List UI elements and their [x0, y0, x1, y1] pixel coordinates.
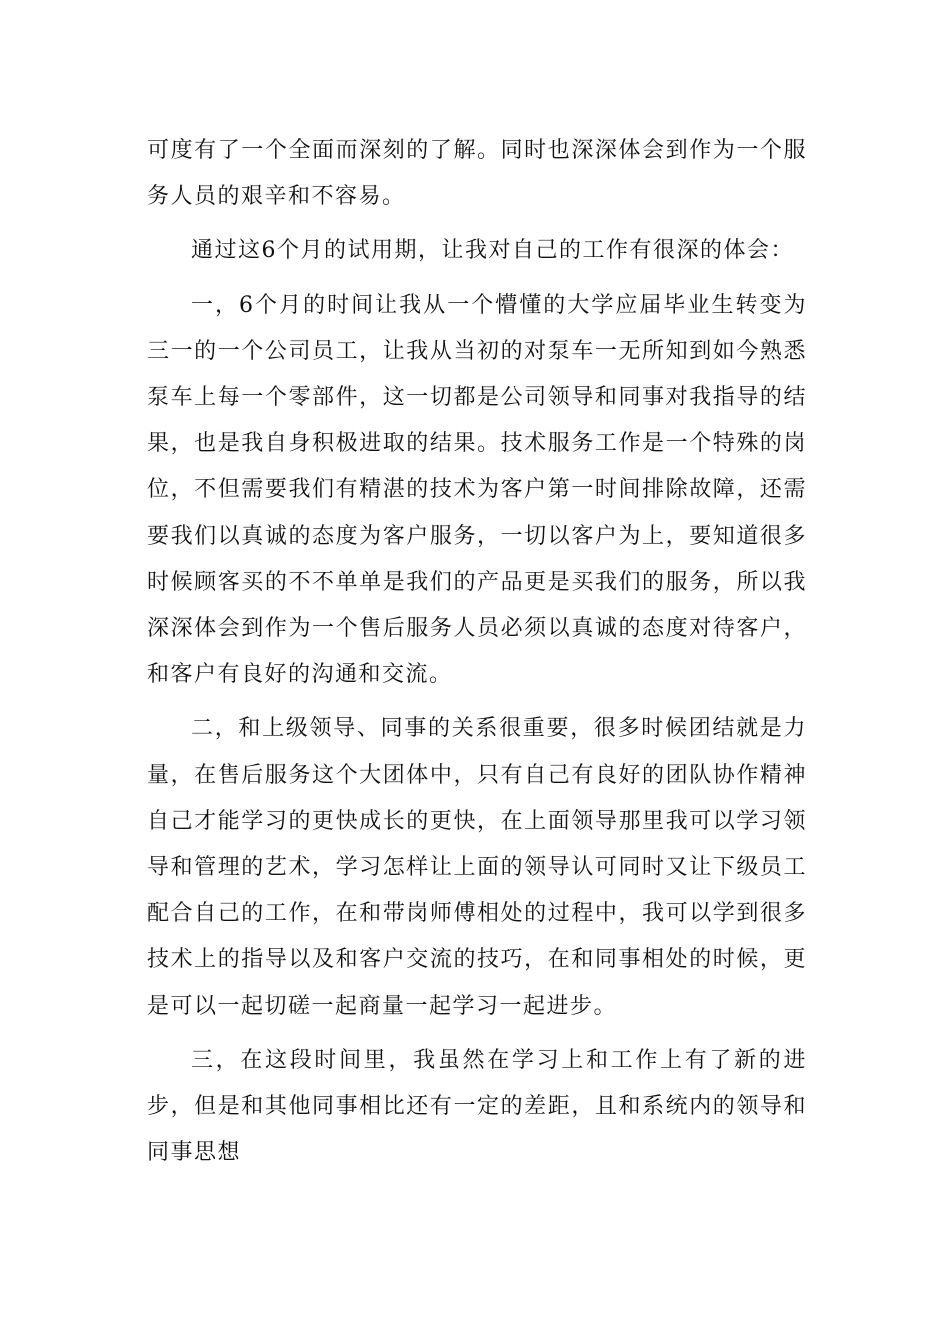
- paragraph-point-three: 三，在这段时间里，我虽然在学习上和工作上有了新的进步，但是和其他同事相比还有一定的差距，且和系统内的领导和同事思想: [147, 1047, 807, 1166]
- paragraph-continuation: 可度有了一个全面而深刻的了解。同时也深深体会到作为一个服务人员的艰辛和不容易。: [147, 138, 807, 210]
- document-body: [147, 128, 807, 1184]
- paragraph-point-two: 二，和上级领导、同事的关系很重要，很多时候团结就是力量，在售后服务这个大团体中，只有自己有良好的团队协作精神自己才能学习的更快成长的更快，在上面领导那里我可以学习领导和管理的艺术，学习怎样让上面的领导认可同时又让下级员工配合自己的工作，在和带岗师傅相处的过程中，我可以学到很多技术上的指导以及和客户交流的技巧，在和同事相处的时候，更是可以一起切磋一起商量一起学习一起进步。: [147, 716, 807, 1019]
- paragraph-intro: 通过这6个月的试用期，让我对自己的工作有很深的体会：: [191, 238, 794, 264]
- paragraph-point-one: 一，6个月的时间让我从一个懵懂的大学应届毕业生转变为三一的一个公司员工，让我从当初的对泵车一无所知到如今熟悉泵车上每一个零部件，这一切都是公司领导和同事对我指导的结果，也是我自身积极进取的结果。技术服务工作是一个特殊的岗位，不但需要我们有精湛的技术为客户第一时间排除故障，还需要我们以真诚的态度为客户服务，一切以客户为上，要知道很多时候顾客买的不不单单是我们的产品更是买我们的服务，所以我深深体会到作为一个售后服务人员必须以真诚的态度对待客户，和客户有良好的沟通和交流。: [147, 292, 807, 688]
